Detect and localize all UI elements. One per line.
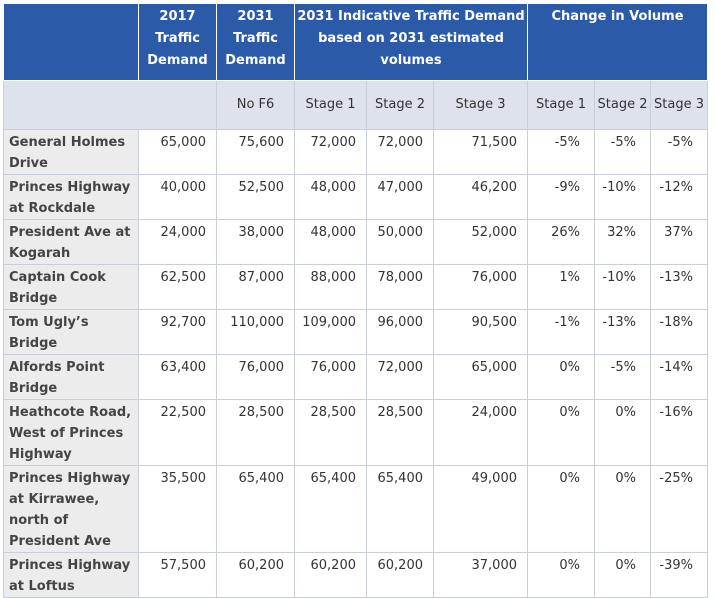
demand-2017-cell: 65,000 bbox=[139, 130, 217, 175]
location-cell: Alfords Point Bridge bbox=[4, 355, 139, 400]
stage-2-demand-cell: 50,000 bbox=[367, 220, 434, 265]
change-stage-2-cell: -13% bbox=[595, 310, 651, 355]
stage-2-demand-cell: 96,000 bbox=[367, 310, 434, 355]
change-stage-2-cell: 32% bbox=[595, 220, 651, 265]
change-stage-1-cell: 0% bbox=[528, 355, 595, 400]
location-cell: Princes Highway at Loftus bbox=[4, 553, 139, 598]
header-change-in-volume: Change in Volume bbox=[528, 4, 708, 81]
subheader-no-f6: No F6 bbox=[217, 81, 295, 130]
stage-1-demand-cell: 48,000 bbox=[295, 175, 367, 220]
stage-2-demand-cell: 60,200 bbox=[367, 553, 434, 598]
change-stage-3-cell: -13% bbox=[651, 265, 708, 310]
stage-2-demand-cell: 72,000 bbox=[367, 130, 434, 175]
stage-3-demand-cell: 46,200 bbox=[434, 175, 528, 220]
change-stage-3-cell: 37% bbox=[651, 220, 708, 265]
stage-1-demand-cell: 88,000 bbox=[295, 265, 367, 310]
change-stage-1-cell: -5% bbox=[528, 130, 595, 175]
subheader-stage-1: Stage 1 bbox=[295, 81, 367, 130]
header-row-main bbox=[4, 4, 708, 81]
stage-3-demand-cell: 71,500 bbox=[434, 130, 528, 175]
stage-3-demand-cell: 37,000 bbox=[434, 553, 528, 598]
subheader-change-stage-2: Stage 2 bbox=[595, 81, 651, 130]
location-cell: Tom Ugly’s Bridge bbox=[4, 310, 139, 355]
change-stage-1-cell: 0% bbox=[528, 466, 595, 553]
header-indicative-demand: 2031 Indicative Traffic Demand based on 2031 estimated volumes bbox=[295, 4, 528, 81]
stage-2-demand-cell: 72,000 bbox=[367, 355, 434, 400]
traffic-demand-table bbox=[3, 3, 708, 598]
change-stage-2-cell: 0% bbox=[595, 466, 651, 553]
change-stage-2-cell: 0% bbox=[595, 553, 651, 598]
stage-1-demand-cell: 72,000 bbox=[295, 130, 367, 175]
table-row bbox=[4, 310, 708, 355]
change-stage-2-cell: 0% bbox=[595, 400, 651, 466]
demand-2031-no-f6-cell: 60,200 bbox=[217, 553, 295, 598]
demand-2031-no-f6-cell: 52,500 bbox=[217, 175, 295, 220]
stage-1-demand-cell: 76,000 bbox=[295, 355, 367, 400]
header-location-blank bbox=[4, 4, 139, 81]
demand-2017-cell: 24,000 bbox=[139, 220, 217, 265]
stage-1-demand-cell: 109,000 bbox=[295, 310, 367, 355]
demand-2017-cell: 62,500 bbox=[139, 265, 217, 310]
change-stage-3-cell: -39% bbox=[651, 553, 708, 598]
location-cell: General Holmes Drive bbox=[4, 130, 139, 175]
demand-2031-no-f6-cell: 28,500 bbox=[217, 400, 295, 466]
demand-2017-cell: 35,500 bbox=[139, 466, 217, 553]
demand-2017-cell: 40,000 bbox=[139, 175, 217, 220]
subheader-change-stage-3: Stage 3 bbox=[651, 81, 708, 130]
stage-1-demand-cell: 60,200 bbox=[295, 553, 367, 598]
subheader-blank-location bbox=[4, 81, 139, 130]
stage-1-demand-cell: 65,400 bbox=[295, 466, 367, 553]
location-cell: Captain Cook Bridge bbox=[4, 265, 139, 310]
change-stage-3-cell: -25% bbox=[651, 466, 708, 553]
stage-2-demand-cell: 65,400 bbox=[367, 466, 434, 553]
header-row-sub bbox=[4, 81, 708, 130]
subheader-stage-3: Stage 3 bbox=[434, 81, 528, 130]
table-body bbox=[4, 130, 708, 598]
demand-2017-cell: 22,500 bbox=[139, 400, 217, 466]
header-2031-demand: 2031 Traffic Demand bbox=[217, 4, 295, 81]
table-row bbox=[4, 400, 708, 466]
stage-3-demand-cell: 65,000 bbox=[434, 355, 528, 400]
change-stage-2-cell: -10% bbox=[595, 265, 651, 310]
change-stage-1-cell: 26% bbox=[528, 220, 595, 265]
stage-3-demand-cell: 76,000 bbox=[434, 265, 528, 310]
location-cell: Princes Highway at Kirrawee, north of President Ave bbox=[4, 466, 139, 553]
table-row bbox=[4, 355, 708, 400]
table-row bbox=[4, 220, 708, 265]
stage-3-demand-cell: 24,000 bbox=[434, 400, 528, 466]
change-stage-3-cell: -5% bbox=[651, 130, 708, 175]
table-row bbox=[4, 265, 708, 310]
table-row bbox=[4, 553, 708, 598]
subheader-blank-2017 bbox=[139, 81, 217, 130]
stage-2-demand-cell: 78,000 bbox=[367, 265, 434, 310]
table-row bbox=[4, 175, 708, 220]
location-cell: Heathcote Road, West of Princes Highway bbox=[4, 400, 139, 466]
change-stage-1-cell: 0% bbox=[528, 400, 595, 466]
demand-2017-cell: 63,400 bbox=[139, 355, 217, 400]
change-stage-2-cell: -10% bbox=[595, 175, 651, 220]
header-2017-demand: 2017 Traffic Demand bbox=[139, 4, 217, 81]
change-stage-3-cell: -12% bbox=[651, 175, 708, 220]
demand-2031-no-f6-cell: 76,000 bbox=[217, 355, 295, 400]
change-stage-3-cell: -14% bbox=[651, 355, 708, 400]
table-row bbox=[4, 466, 708, 553]
stage-2-demand-cell: 47,000 bbox=[367, 175, 434, 220]
subheader-stage-2: Stage 2 bbox=[367, 81, 434, 130]
change-stage-1-cell: 0% bbox=[528, 553, 595, 598]
change-stage-1-cell: -1% bbox=[528, 310, 595, 355]
stage-2-demand-cell: 28,500 bbox=[367, 400, 434, 466]
stage-3-demand-cell: 52,000 bbox=[434, 220, 528, 265]
demand-2031-no-f6-cell: 65,400 bbox=[217, 466, 295, 553]
subheader-change-stage-1: Stage 1 bbox=[528, 81, 595, 130]
stage-1-demand-cell: 48,000 bbox=[295, 220, 367, 265]
table-row bbox=[4, 130, 708, 175]
change-stage-1-cell: -9% bbox=[528, 175, 595, 220]
change-stage-1-cell: 1% bbox=[528, 265, 595, 310]
change-stage-3-cell: -16% bbox=[651, 400, 708, 466]
demand-2031-no-f6-cell: 38,000 bbox=[217, 220, 295, 265]
demand-2031-no-f6-cell: 75,600 bbox=[217, 130, 295, 175]
demand-2031-no-f6-cell: 110,000 bbox=[217, 310, 295, 355]
demand-2017-cell: 57,500 bbox=[139, 553, 217, 598]
change-stage-2-cell: -5% bbox=[595, 130, 651, 175]
demand-2031-no-f6-cell: 87,000 bbox=[217, 265, 295, 310]
change-stage-2-cell: -5% bbox=[595, 355, 651, 400]
stage-3-demand-cell: 49,000 bbox=[434, 466, 528, 553]
stage-3-demand-cell: 90,500 bbox=[434, 310, 528, 355]
location-cell: President Ave at Kogarah bbox=[4, 220, 139, 265]
change-stage-3-cell: -18% bbox=[651, 310, 708, 355]
demand-2017-cell: 92,700 bbox=[139, 310, 217, 355]
location-cell: Princes Highway at Rockdale bbox=[4, 175, 139, 220]
stage-1-demand-cell: 28,500 bbox=[295, 400, 367, 466]
